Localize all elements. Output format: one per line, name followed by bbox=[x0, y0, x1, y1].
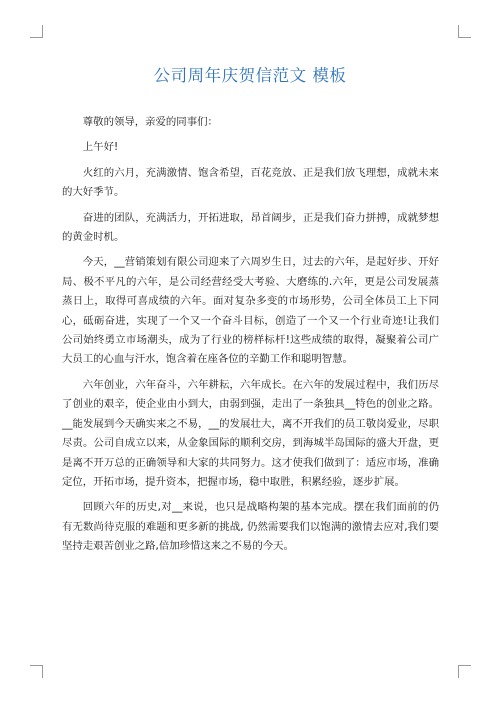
document-body bbox=[62, 113, 439, 563]
body-paragraph: 火红的六月，充满激情、饱含希望，百花竞放、正是我们放飞理想，成就未来的大好季节。 bbox=[62, 166, 439, 199]
crop-mark-top-right bbox=[458, 25, 471, 38]
crop-mark-bottom-left bbox=[30, 665, 43, 678]
crop-mark-top-left bbox=[30, 25, 43, 38]
body-paragraph: 回顾六年的历史,对__来说，也只是战略构架的基本完成。摆在我们面前的仍有无数尚待克服的难题和更多新的挑战, 仍然需要我们以饱满的激情去应对,我们要坚持走艰苦创业之路,倍加珍惜这来之不易的今天。 bbox=[62, 501, 439, 553]
salutation-paragraph: 尊敬的领导，亲爱的同事们： bbox=[82, 116, 218, 128]
body-paragraph: 奋进的团队，充满活力，开拓进取，昂首阔步，正是我们奋力拼搏，成就梦想的黄金时机。 bbox=[62, 211, 439, 244]
greeting-paragraph: 上午好! bbox=[82, 141, 119, 154]
body-paragraph: 今天，__营销策划有限公司迎来了六周岁生日，过去的六年，是起好步、开好局、极不平凡的六年，是公司经营经受大考验、大磨练的.六年，更是公司发展蒸蒸日上，取得可喜成绩的六年。面对复杂多变的市场形势，公司全体员工上下同心，砥砺奋进，实现了一个又一个奋斗目标，创造了一个又一个行业奇迹!让我们公司始终勇立市场潮头，成为了行业的榜样标杆!这些成绩的取得，凝聚着公司广大员工的心血与汗水，饱含着在座各位的辛勤工作和聪明智慧。 bbox=[62, 256, 439, 366]
body-paragraph: 六年创业，六年奋斗，六年耕耘，六年成长。在六年的发展过程中，我们历尽了创业的艰辛，使企业由小到大，由弱到强，走出了一条独具__特色的创业之路。__能发展到今天确实来之不易，__的发展壮大，离不开我们的员工敬岗爱业，尽职尽责。公司自成立以来，从金象国际的顺利交房，到海城半岛国际的盛大开盘，更是离不开万总的正确领导和大家的共同努力。这才使我们做到了：适应市场，准确定位，开拓市场，提升资本，把握市场，稳中取胜，积累经验，逐步扩展。 bbox=[62, 378, 439, 488]
crop-mark-bottom-right bbox=[458, 665, 471, 678]
document-title: 公司周年庆贺信范文 模板 bbox=[153, 66, 347, 85]
